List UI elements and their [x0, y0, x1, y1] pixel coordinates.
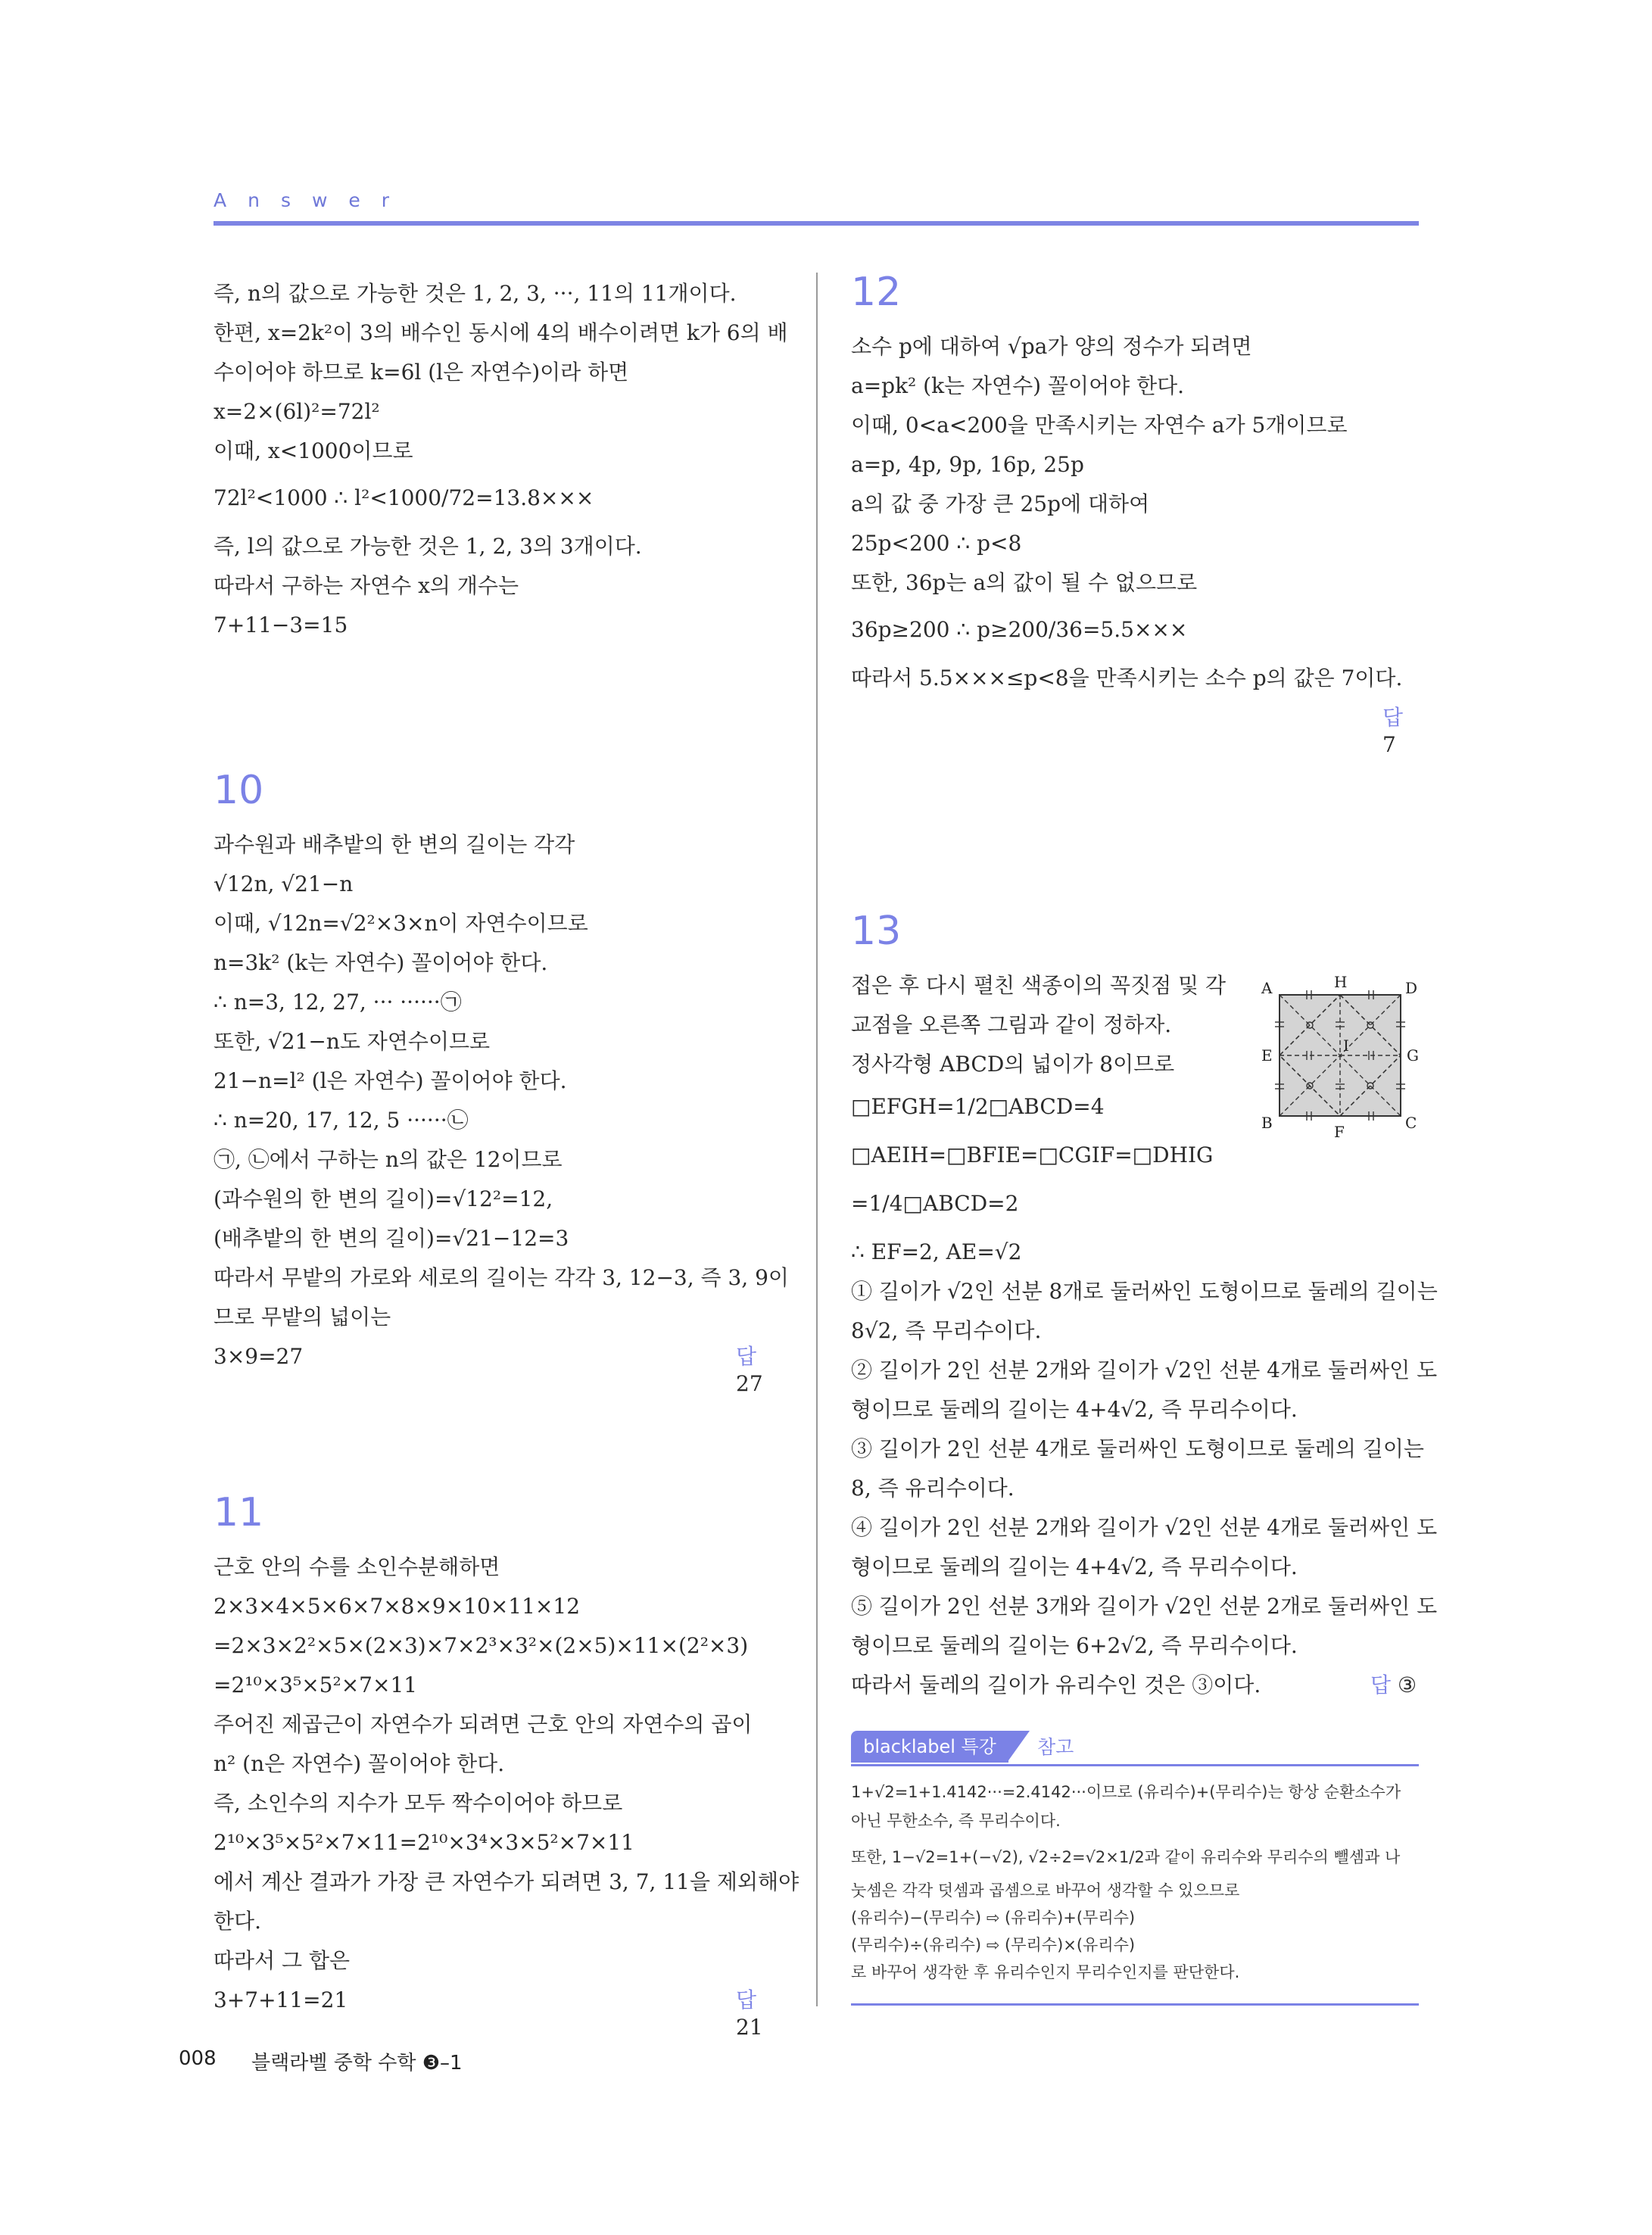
text-line: ⑤ 길이가 2인 선분 3개와 길이가 √2인 선분 2개로 둘러싸인 도 [851, 1594, 1438, 1619]
text-line: ④ 길이가 2인 선분 2개와 길이가 √2인 선분 4개로 둘러싸인 도 [851, 1515, 1438, 1540]
text-line: 이때, x<1000이므로 [214, 438, 413, 463]
book-title: 블랙라벨 중학 수학 ❸–1 [251, 2052, 463, 2074]
text-line: □EFGH=1/2□ABCD=4 [851, 1094, 1105, 1119]
tip-tab-tail [1007, 1731, 1030, 1763]
text-line: 72l²<1000 ∴ l²<1000/72=13.8××× [214, 485, 594, 510]
header-rule [214, 221, 1419, 226]
text-line: =2¹⁰×3⁵×5²×7×11 [214, 1672, 418, 1697]
text-line: 25p<200 ∴ p<8 [851, 531, 1022, 556]
answer-label: 답 [1370, 1672, 1392, 1697]
text-line: 한편, x=2k²이 3의 배수인 동시에 4의 배수이려면 k가 6의 배 [214, 320, 788, 345]
text-line: 즉, n의 값으로 가능한 것은 1, 2, 3, ···, 11의 11개이다. [214, 281, 737, 306]
text-line: 8, 즉 유리수이다. [851, 1476, 1015, 1501]
text-line: 3×9=27 [214, 1344, 304, 1369]
text-line: 한다. [214, 1909, 261, 1934]
text-line: 또한, 36p는 a의 값이 될 수 없으므로 [851, 570, 1198, 595]
text-line: 21−n=l² (l은 자연수) 꼴이어야 한다. [214, 1068, 567, 1093]
problem-number: 12 [851, 270, 902, 315]
text-line: ㉠, ㉡에서 구하는 n의 값은 12이므로 [214, 1147, 563, 1172]
text-line: 근호 안의 수를 소인수분해하면 [214, 1554, 500, 1579]
text-line: 므로 무밭의 넓이는 [214, 1305, 391, 1329]
label-a: A [1261, 979, 1273, 997]
text-line: ① 길이가 √2인 선분 8개로 둘러싸인 도형이므로 둘레의 길이는 [851, 1279, 1438, 1304]
text-line: ③ 길이가 2인 선분 4개로 둘러싸인 도형이므로 둘레의 길이는 [851, 1436, 1424, 1461]
text-line: 접은 후 다시 펼친 색종이의 꼭짓점 및 각 [851, 973, 1227, 998]
problem-number: 11 [214, 1490, 264, 1535]
text-line: ② 길이가 2인 선분 2개와 길이가 √2인 선분 4개로 둘러싸인 도 [851, 1358, 1438, 1382]
tip-rule-top [851, 1764, 1419, 1766]
text-line: n² (n은 자연수) 꼴이어야 한다. [214, 1751, 505, 1776]
problem-number: 10 [214, 768, 264, 813]
text-line: 형이므로 둘레의 길이는 6+2√2, 즉 무리수이다. [851, 1633, 1298, 1658]
tip-line: 눗셈은 각각 덧셈과 곱셈으로 바꾸어 생각할 수 있으므로 [851, 1881, 1240, 1900]
text-line: 에서 계산 결과가 가장 큰 자연수가 되려면 3, 7, 11을 제외해야 [214, 1869, 800, 1894]
column-divider [816, 273, 818, 2006]
answer-13 [1370, 1672, 1417, 1699]
tip-tab: blacklabel 특강 [851, 1731, 1008, 1763]
text-line: =2×3×2²×5×(2×3)×7×2³×3²×(2×5)×11×(2²×3) [214, 1633, 749, 1658]
text-line: ∴ EF=2, AE=√2 [851, 1239, 1022, 1264]
text-line: 정사각형 ABCD의 넓이가 8이므로 [851, 1052, 1175, 1077]
text-line: √12n, √21−n [214, 871, 354, 896]
text-line: 8√2, 즉 무리수이다. [851, 1318, 1042, 1343]
text-line: 즉, l의 값으로 가능한 것은 1, 2, 3의 3개이다. [214, 534, 642, 559]
tip-line: 아닌 무한소수, 즉 무리수이다. [851, 1812, 1061, 1830]
label-c: C [1405, 1114, 1417, 1132]
answer-value: 21 [736, 2015, 763, 2040]
text-line: a=p, 4p, 9p, 16p, 25p [851, 452, 1084, 477]
label-b: B [1261, 1114, 1273, 1132]
label-i: I [1343, 1036, 1349, 1055]
label-g: G [1407, 1046, 1419, 1065]
answer-10 [736, 1343, 783, 1398]
text-line: 즉, 소인수의 지수가 모두 짝수이어야 하므로 [214, 1791, 623, 1816]
tip-rule-bottom [851, 2003, 1419, 2006]
text-line: (과수원의 한 변의 길이)=√12²=12, [214, 1186, 553, 1211]
text-line: 따라서 둘레의 길이가 유리수인 것은 ③이다. [851, 1672, 1261, 1697]
text-line: 36p≥200 ∴ p≥200/36=5.5××× [851, 617, 1188, 642]
text-line: 7+11−3=15 [214, 613, 348, 637]
label-d: D [1405, 979, 1418, 997]
page-number: 008 [179, 2047, 217, 2070]
answer-12 [1382, 704, 1420, 759]
text-line: 소수 p에 대하여 √pa가 양의 정수가 되려면 [851, 334, 1252, 359]
tip-line: 로 바꾸어 생각한 후 유리수인지 무리수인지를 판단한다. [851, 1963, 1240, 1981]
tip-reference-label: 참고 [1037, 1736, 1074, 1758]
tip-line: 1+√2=1+1.4142···=2.4142···이므로 (유리수)+(무리수)는 항상 순환소수가 [851, 1783, 1401, 1801]
problem-number: 13 [851, 909, 902, 954]
text-line: (배추밭의 한 변의 길이)=√21−12=3 [214, 1226, 569, 1251]
text-line: 이때, 0<a<200을 만족시키는 자연수 a가 5개이므로 [851, 413, 1348, 438]
text-line: a의 값 중 가장 큰 25p에 대하여 [851, 491, 1150, 516]
tip-line: 또한, 1−√2=1+(−√2), √2÷2=√2×1/2과 같이 유리수와 무리수의 뺄셈과 나 [851, 1848, 1401, 1866]
text-line: 형이므로 둘레의 길이는 4+4√2, 즉 무리수이다. [851, 1397, 1298, 1422]
text-line: 또한, √21−n도 자연수이므로 [214, 1029, 491, 1054]
text-line: 따라서 5.5×××≤p<8을 만족시키는 소수 p의 값은 7이다. [851, 666, 1403, 690]
tip-line: (유리수)−(무리수) ⇨ (유리수)+(무리수) [851, 1909, 1136, 1927]
text-line: 형이므로 둘레의 길이는 4+4√2, 즉 무리수이다. [851, 1554, 1298, 1579]
text-line: 따라서 그 합은 [214, 1948, 351, 1973]
text-line: 주어진 제곱근이 자연수가 되려면 근호 안의 자연수의 곱이 [214, 1712, 753, 1737]
text-line: 따라서 구하는 자연수 x의 개수는 [214, 573, 519, 598]
answer-value: 7 [1382, 732, 1396, 757]
text-line: ∴ n=20, 17, 12, 5 ······㉡ [214, 1108, 469, 1133]
text-line: =1/4□ABCD=2 [851, 1191, 1019, 1216]
text-line: n=3k² (k는 자연수) 꼴이어야 한다. [214, 950, 548, 975]
text-line: 3+7+11=21 [214, 1987, 348, 2012]
text-line: ∴ n=3, 12, 27, ··· ······㉠ [214, 990, 462, 1015]
answer-label: 답 [1382, 705, 1404, 730]
text-line: 2×3×4×5×6×7×8×9×10×11×12 [214, 1594, 581, 1619]
answer-value: ③ [1397, 1672, 1417, 1697]
label-f: F [1334, 1123, 1345, 1141]
tip-line: (무리수)÷(유리수) ⇨ (무리수)×(유리수) [851, 1936, 1136, 1954]
label-e: E [1261, 1046, 1273, 1065]
text-line: 따라서 무밭의 가로와 세로의 길이는 각각 3, 12−3, 즉 3, 9이 [214, 1265, 789, 1290]
text-line: a=pk² (k는 자연수) 꼴이어야 한다. [851, 373, 1185, 398]
answer-value: 27 [736, 1371, 763, 1396]
text-line: x=2×(6l)²=72l² [214, 399, 380, 424]
folded-square-figure [1257, 972, 1423, 1143]
label-h: H [1334, 973, 1348, 991]
answer-header: Answer [214, 189, 411, 211]
text-line: 교점을 오른쪽 그림과 같이 정하자. [851, 1012, 1172, 1037]
text-line: 이때, √12n=√2²×3×n이 자연수이므로 [214, 911, 588, 936]
answer-label: 답 [736, 1344, 757, 1369]
answer-label: 답 [736, 1987, 757, 2012]
text-line: 수이어야 하므로 k=6l (l은 자연수)이라 하면 [214, 360, 629, 385]
text-line: □AEIH=□BFIE=□CGIF=□DHIG [851, 1142, 1214, 1167]
text-line: 과수원과 배추밭의 한 변의 길이는 각각 [214, 832, 575, 857]
answer-11 [736, 1987, 783, 2041]
text-line: 2¹⁰×3⁵×5²×7×11=2¹⁰×3⁴×3×5²×7×11 [214, 1830, 634, 1855]
